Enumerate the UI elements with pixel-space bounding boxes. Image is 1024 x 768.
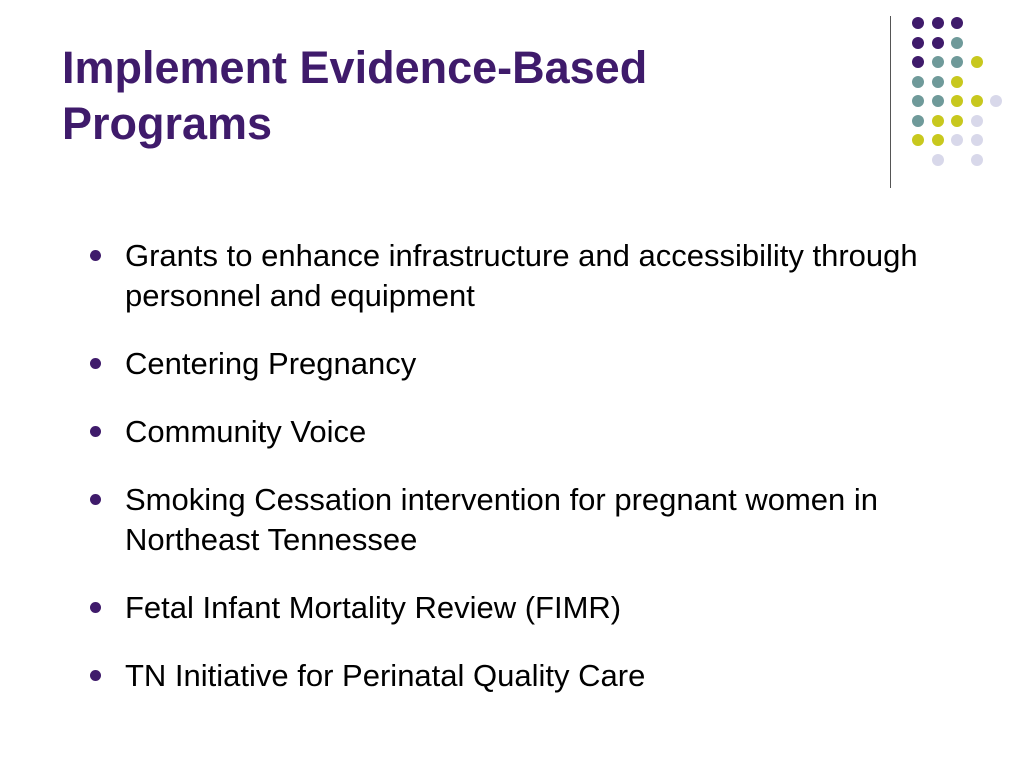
slide-title: Implement Evidence-Based Programs [62,42,648,149]
decorative-dot [912,56,924,68]
decorative-dot [932,76,944,88]
bullet-item [88,588,988,628]
decorative-dot [932,17,944,29]
decorative-dot [971,154,983,166]
decorative-dot [971,95,983,107]
decorative-dot [990,95,1002,107]
bullet-dot-icon [90,670,101,681]
bullet-item [88,656,988,696]
bullet-text: Centering Pregnancy [125,346,417,381]
decorative-dot [951,134,963,146]
bullet-item [88,412,988,452]
bullet-item [88,236,988,316]
decorative-dot [951,56,963,68]
decorative-dot [932,37,944,49]
bullet-dot-icon [90,250,101,261]
decorative-dot [912,37,924,49]
decorative-dot [951,76,963,88]
decorative-dot [912,115,924,127]
bullet-dot-icon [90,494,101,505]
decorative-dot [951,115,963,127]
decorative-dot [971,56,983,68]
decorative-dot [932,95,944,107]
decorative-dot [951,17,963,29]
bullet-text: Fetal Infant Mortality Review (FIMR) [125,590,622,625]
decorative-dot [971,115,983,127]
decorative-dot [912,134,924,146]
bullet-text: TN Initiative for Perinatal Quality Care [125,658,646,693]
bullet-text: Grants to enhance infrastructure and accessibility through personnel and equipment [125,238,918,313]
decorative-dot [971,134,983,146]
decorative-dot [932,134,944,146]
bullet-list [88,236,988,724]
bullet-dot-icon [90,602,101,613]
decorative-dot [912,17,924,29]
bullet-text: Community Voice [125,414,367,449]
decorative-dot [932,154,944,166]
decorative-dot [932,115,944,127]
bullet-dot-icon [90,426,101,437]
decorative-dot [951,37,963,49]
bullet-text: Smoking Cessation intervention for pregnant women in Northeast Tennessee [125,482,879,557]
decorative-dot [912,76,924,88]
decorative-dot-grid [0,0,1024,200]
decorative-dot [932,56,944,68]
bullet-item [88,344,988,384]
bullet-item [88,480,988,560]
decorative-dot [912,95,924,107]
bullet-dot-icon [90,358,101,369]
decorative-dot [951,95,963,107]
